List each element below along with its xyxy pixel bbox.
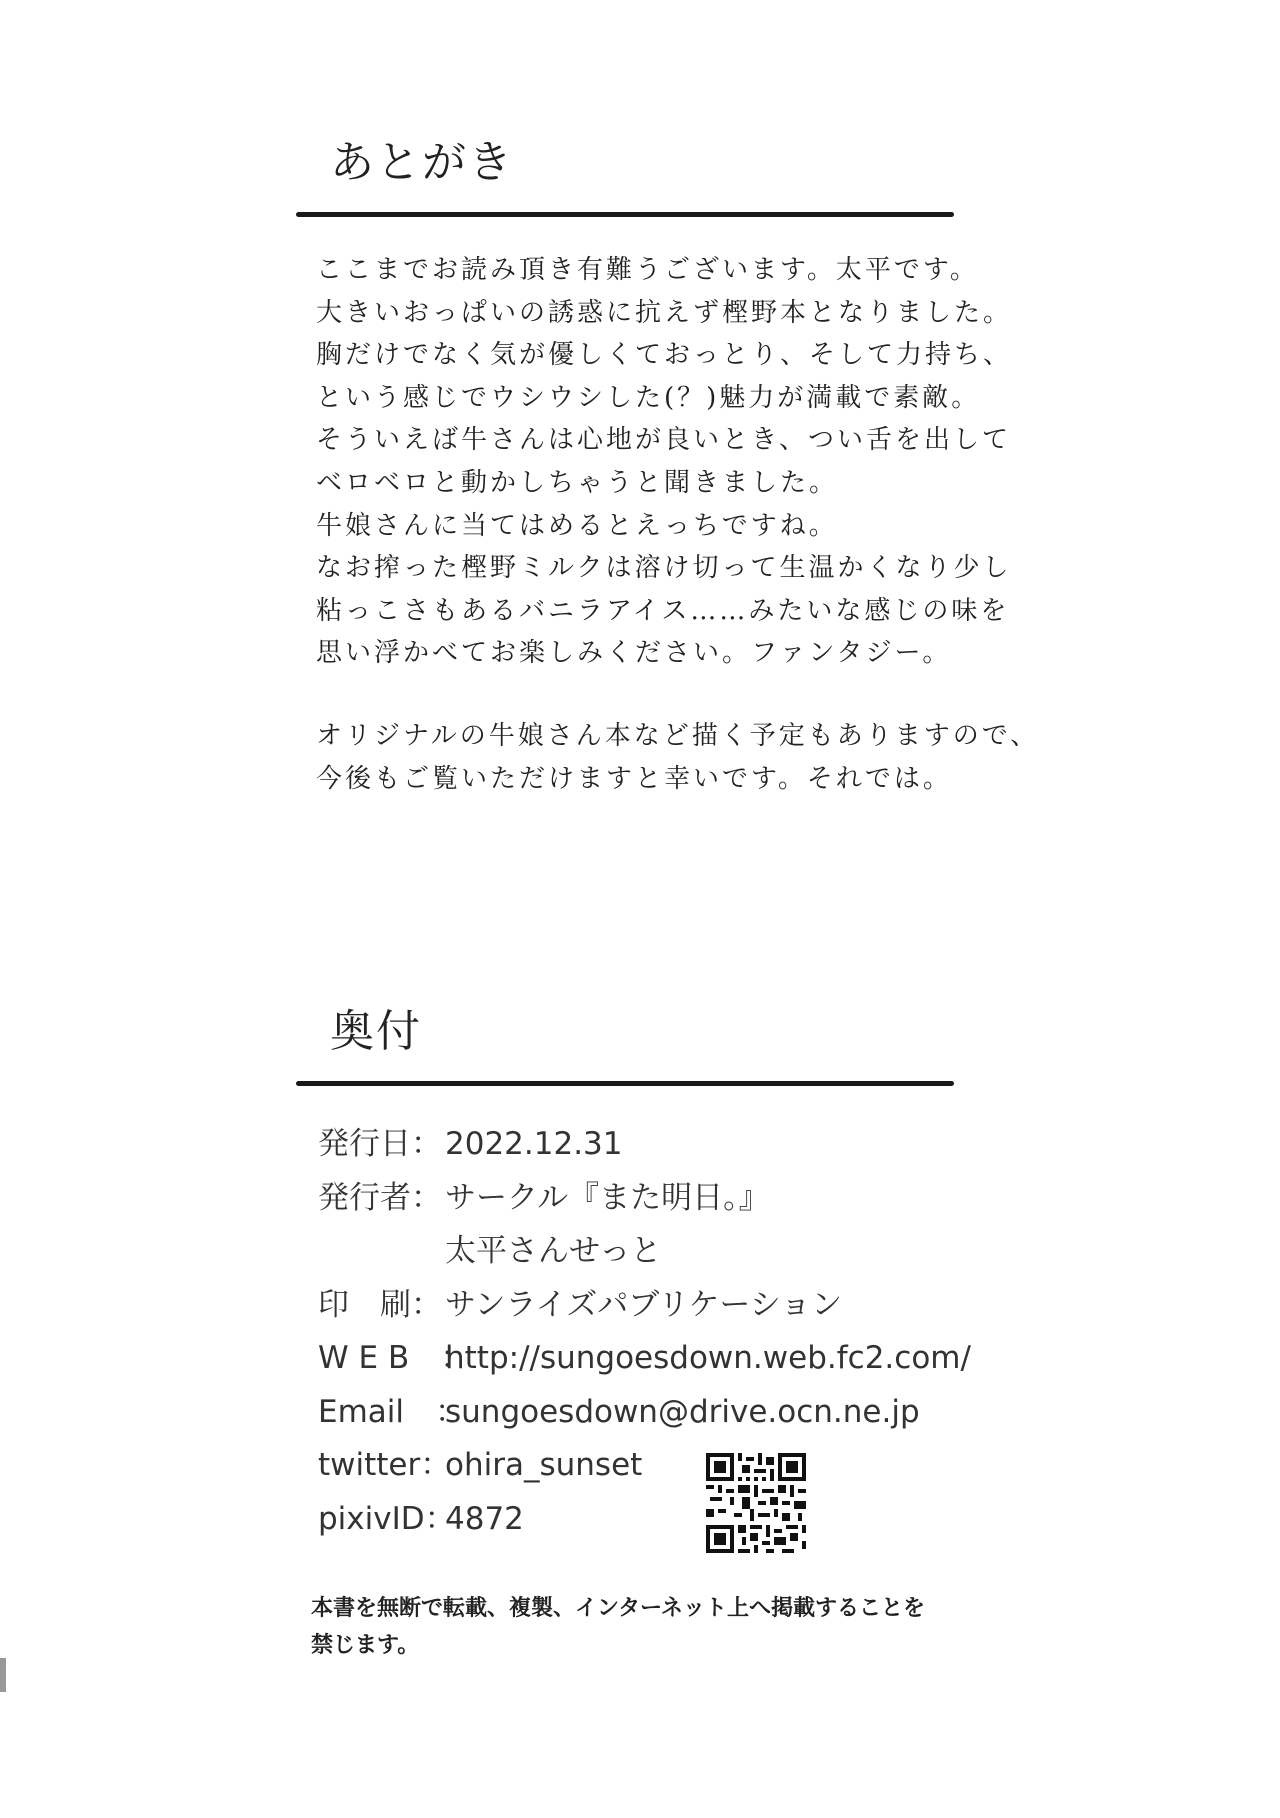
text-line: 今後もご覧いただけますと幸いです。それでは。 — [316, 763, 952, 794]
publisher-row — [318, 1172, 971, 1226]
email-row — [318, 1386, 971, 1440]
email-value: sungoesdown@drive.ocn.ne.jp — [445, 1393, 920, 1430]
twitter-value: ohira_sunset — [445, 1447, 643, 1483]
text-line: ベロベロと動かしちゃうと聞きました。 — [316, 467, 839, 498]
text-line: 思い浮かべてお楽しみください。ファンタジー。 — [316, 638, 952, 669]
publisher-row-2 — [318, 1225, 971, 1279]
web-row — [318, 1332, 971, 1386]
publisher-label: 発行者： — [318, 1179, 442, 1216]
pixiv-row — [318, 1493, 971, 1547]
printing-row — [318, 1279, 971, 1333]
text-line: という感じでウシウシした(？)魅力が満載で素敵。 — [316, 382, 981, 413]
notice-line: 本書を無断で転載、複製、インターネット上へ掲載することを — [311, 1596, 926, 1621]
web-value: http://sungoesdown.web.fc2.com/ — [445, 1340, 971, 1376]
colophon-divider — [296, 1081, 954, 1086]
printing-value: サンライズパブリケーション — [445, 1286, 843, 1323]
text-line: そういえば牛さんは心地が良いとき、つい舌を出して — [316, 425, 1011, 456]
colophon-title: 奥付 — [330, 1006, 422, 1057]
text-line: 牛娘さんに当てはめるとえっちですね。 — [316, 510, 838, 541]
text-line: 胸だけでなく気が優しくておっとり、そして力持ち、 — [316, 340, 1013, 371]
text-line: 大きいおっぱいの誘惑に抗えず樫野本となりました。 — [316, 297, 1013, 328]
afterword-divider — [296, 212, 954, 217]
web-label: W E B ： — [318, 1340, 472, 1376]
printing-label: 印 刷： — [318, 1286, 442, 1323]
notice-line: 禁じます。 — [311, 1633, 420, 1658]
twitter-row — [318, 1439, 971, 1493]
issue-date-label: 発行日： — [318, 1126, 442, 1162]
afterword-paragraph-2 — [316, 715, 1039, 800]
twitter-label: twitter： — [318, 1447, 452, 1483]
issue-date-value: 2022.12.31 — [445, 1126, 623, 1162]
text-line: オリジナルの牛娘さん本など描く予定もありますので、 — [316, 721, 1040, 751]
afterword-paragraph-1 — [316, 249, 1012, 675]
page-edge-mark — [0, 1658, 6, 1692]
qr-code-icon — [706, 1453, 806, 1553]
publisher-value: サークル『また明日。』 — [445, 1179, 770, 1216]
issue-date-row — [318, 1118, 971, 1172]
text-line: 粘っこさもあるバニラアイス……みたいな感じの味を — [316, 595, 1010, 626]
pixiv-value: 4872 — [445, 1500, 524, 1537]
email-label: Email ： — [318, 1393, 467, 1430]
publisher-value-2: 太平さんせっと — [445, 1233, 662, 1269]
text-line: なお搾った樫野ミルクは溶け切って生温かくなり少し — [316, 553, 1012, 584]
copyright-notice — [311, 1590, 925, 1664]
colophon-info — [318, 1118, 971, 1546]
text-line: ここまでお読み頂き有難うございます。太平です。 — [316, 255, 979, 285]
afterword-title: あとがき — [330, 137, 514, 188]
pixiv-label: pixivID： — [318, 1500, 456, 1537]
